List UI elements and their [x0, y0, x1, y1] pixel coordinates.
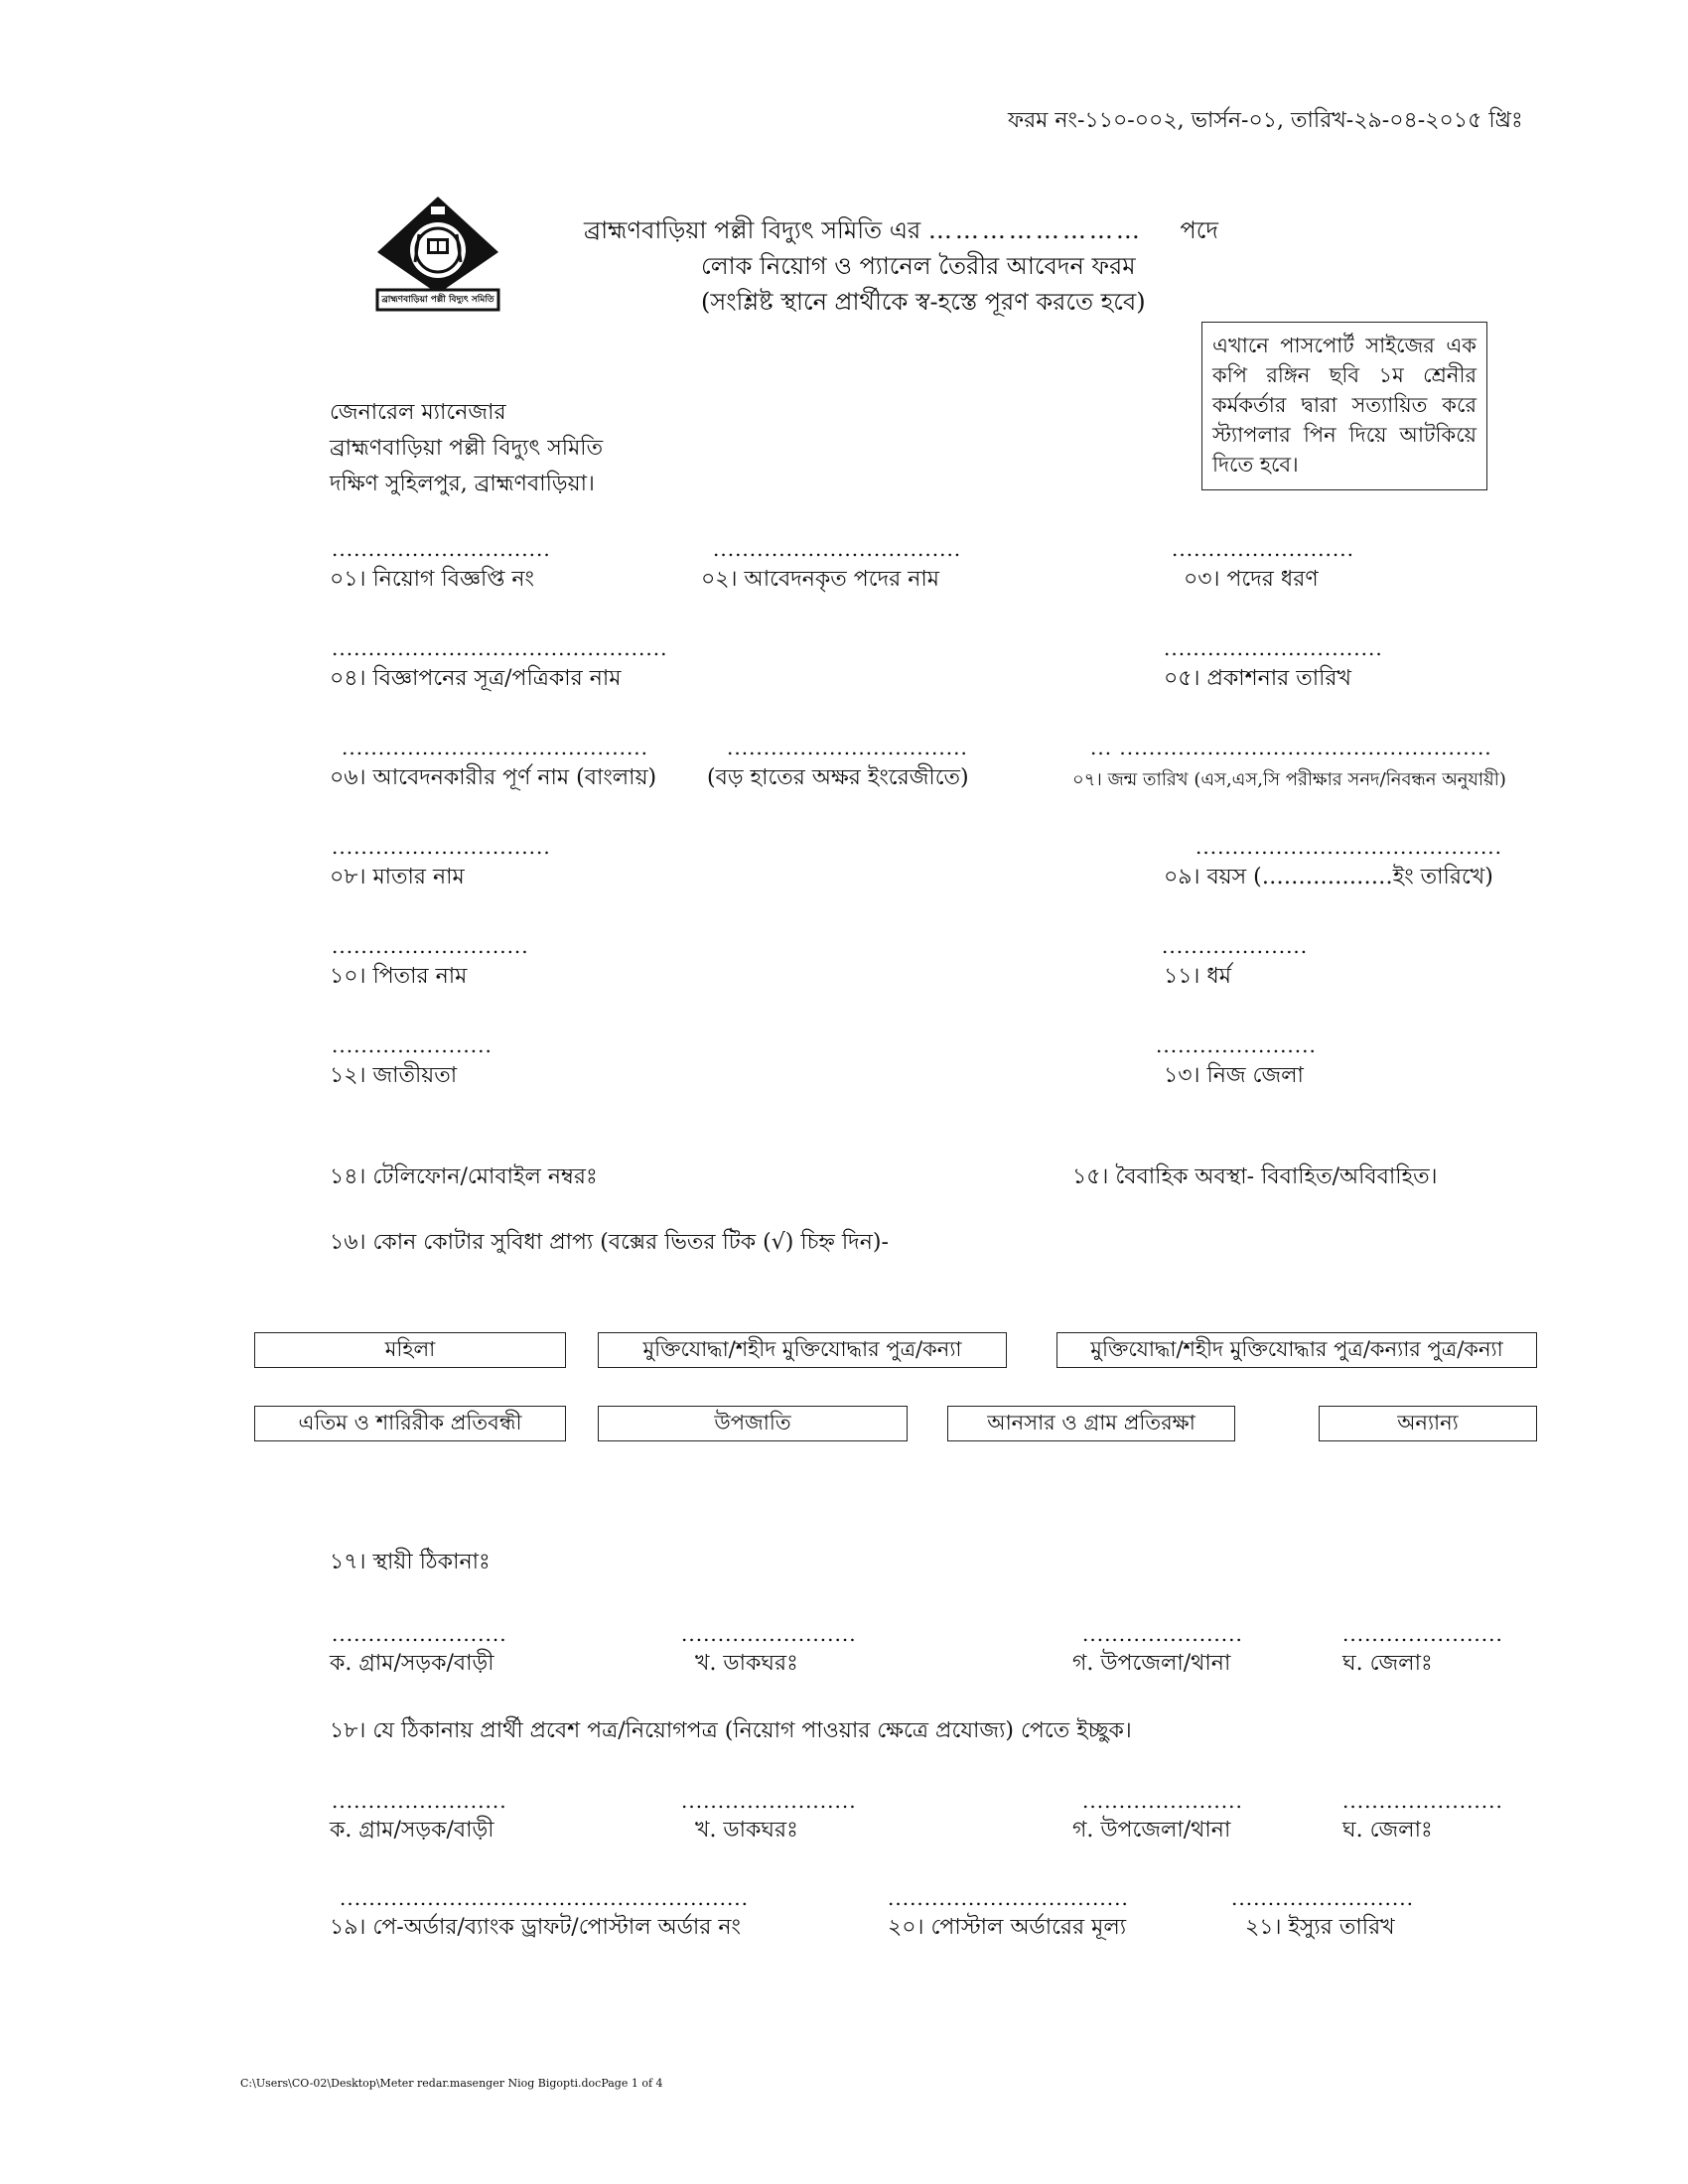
- field-06b-blank[interactable]: .................................: [727, 736, 968, 759]
- field-07-label: ০৭। জন্ম তারিখ (এস,এস,সি পরীক্ষার সনদ/নিবন্ধন অনুযায়ী): [1072, 769, 1506, 790]
- field-11-label: ১১। ধর্ম: [1164, 964, 1231, 989]
- perm-village-label: ক. গ্রাম/সড়ক/বাড়ী: [330, 1651, 494, 1676]
- address-line-2: ব্রাহ্মণবাড়িয়া পল্লী বিদ্যুৎ সমিতি: [330, 436, 604, 461]
- address-line-3: দক্ষিণ সুহিলপুর, ব্রাহ্মণবাড়িয়া।: [330, 472, 595, 496]
- field-01-blank[interactable]: ..............................: [332, 537, 551, 561]
- field-09-label: ০৯। বয়স (………………ইং তারিখে): [1164, 865, 1493, 889]
- photo-box: এখানে পাসপোর্ট সাইজের এক কপি রঙ্গিন ছবি ১ম শ্রেনীর কর্মকর্তার দ্বারা সত্যায়িত করে স্ট্যাপলার পিন দিয়ে আটকিয়ে দিতে হবে।: [1201, 322, 1487, 490]
- field-02-blank[interactable]: ..................................: [713, 537, 962, 561]
- field-14-label: ১৪। টেলিফোন/মোবাইল নম্বরঃ: [330, 1164, 598, 1189]
- field-20-blank[interactable]: .................................: [888, 1886, 1129, 1910]
- field-06b-label: (বড় হাতের অক্ষর ইংরেজীতে): [707, 765, 969, 790]
- mail-village-label: ক. গ্রাম/সড়ক/বাড়ী: [330, 1818, 494, 1843]
- field-12-label: ১২। জাতীয়তা: [330, 1063, 458, 1088]
- field-04-label: ০৪। বিজ্ঞাপনের সূত্র/পত্রিকার নাম: [330, 666, 622, 691]
- logo-banner-text: ব্রাহ্মণবাড়িয়া পল্লী বিদ্যুৎ সমিতি: [381, 295, 494, 305]
- field-20-label: ২০। পোস্টাল অর্ডারের মূল্য: [888, 1915, 1127, 1940]
- perm-upazila-blank[interactable]: ......................: [1082, 1622, 1243, 1646]
- quota-box-ansar[interactable]: আনসার ও গ্রাম প্রতিরক্ষা: [947, 1406, 1235, 1441]
- header-post-dots: ……………………: [927, 216, 1143, 244]
- field-10-label: ১০। পিতার নাম: [330, 964, 468, 989]
- field-06-blank[interactable]: ..........................................: [342, 736, 649, 759]
- samity-logo: [375, 195, 500, 312]
- field-12-blank[interactable]: ......................: [332, 1033, 492, 1057]
- mail-upazila-label: গ. উপজেলা/থানা: [1072, 1818, 1231, 1843]
- field-08-label: ০৮। মাতার নাম: [330, 865, 465, 889]
- field-05-blank[interactable]: ..............................: [1164, 636, 1383, 660]
- quota-box-women[interactable]: মহিলা: [254, 1332, 566, 1368]
- field-08-blank[interactable]: ..............................: [332, 835, 551, 859]
- perm-postoffice-label: খ. ডাকঘরঃ: [695, 1651, 798, 1676]
- field-21-label: ২১। ইস্যুর তারিখ: [1245, 1915, 1395, 1940]
- mail-village-blank[interactable]: ........................: [332, 1789, 507, 1813]
- field-13-label: ১৩। নিজ জেলা: [1164, 1063, 1304, 1088]
- field-11-blank[interactable]: ....................: [1162, 934, 1309, 958]
- quota-box-freedom-fighter-grandchild[interactable]: মুক্তিযোদ্ধা/শহীদ মুক্তিযোদ্ধার পুত্র/কন্যার পুত্র/কন্যা: [1056, 1332, 1537, 1368]
- perm-village-blank[interactable]: ........................: [332, 1622, 507, 1646]
- form-title: লোক নিয়োগ ও প্যানেল তৈরীর আবেদন ফরম: [701, 252, 1136, 280]
- mail-upazila-blank[interactable]: ......................: [1082, 1789, 1243, 1813]
- header-line-1: [584, 214, 1218, 246]
- field-16-label: ১৬। কোন কোটার সুবিধা প্রাপ্য (বক্সের ভিতর টিক (√) চিহ্ন দিন)-: [330, 1230, 889, 1255]
- quota-box-orphan-disabled[interactable]: এতিম ও শারিরীক প্রতিবন্ধী: [254, 1406, 566, 1441]
- perm-upazila-label: গ. উপজেলা/থানা: [1072, 1651, 1231, 1676]
- header-line-1-suffix: পদে: [1180, 216, 1219, 244]
- mail-postoffice-label: খ. ডাকঘরঃ: [695, 1818, 798, 1843]
- field-15-label: ১৫। বৈবাহিক অবস্থা- বিবাহিত/অবিবাহিত।: [1072, 1164, 1438, 1189]
- field-09-blank[interactable]: ..........................................: [1196, 835, 1503, 859]
- field-05-label: ০৫। প্রকাশনার তারিখ: [1164, 666, 1351, 691]
- field-07-blank[interactable]: ... ...................................................: [1090, 736, 1492, 759]
- field-13-blank[interactable]: ......................: [1156, 1033, 1317, 1057]
- perm-postoffice-blank[interactable]: ........................: [681, 1622, 857, 1646]
- perm-district-label: ঘ. জেলাঃ: [1342, 1651, 1433, 1676]
- field-04-blank[interactable]: ..............................................: [332, 636, 668, 660]
- field-03-blank[interactable]: .........................: [1172, 537, 1354, 561]
- address-line-1: জেনারেল ম্যানেজার: [330, 400, 506, 425]
- form-instruction: (সংশ্লিষ্ট স্থানে প্রার্থীকে স্ব-হস্তে পূরণ করতে হবে): [701, 288, 1146, 316]
- quota-box-freedom-fighter-child[interactable]: মুক্তিযোদ্ধা/শহীদ মুক্তিযোদ্ধার পুত্র/কন্যা: [598, 1332, 1007, 1368]
- form-reference: ফরম নং-১১০-০০২, ভার্সন-০১, তারিখ-২৯-০৪-২০১৫ খ্রিঃ: [1008, 108, 1523, 133]
- field-18-label: ১৮। যে ঠিকানায় প্রার্থী প্রবেশ পত্র/নিয়োগপত্র (নিয়োগ পাওয়ার ক্ষেত্রে প্রযোজ্য) পেতে ইচ্ছুক।: [330, 1718, 1132, 1743]
- field-21-blank[interactable]: .........................: [1231, 1886, 1414, 1910]
- field-19-blank[interactable]: ........................................................: [340, 1886, 750, 1910]
- mail-district-label: ঘ. জেলাঃ: [1342, 1818, 1433, 1843]
- field-02-label: ০২। আবেদনকৃত পদের নাম: [701, 567, 939, 592]
- field-17-label: ১৭। স্থায়ী ঠিকানাঃ: [330, 1550, 491, 1574]
- field-19-label: ১৯। পে-অর্ডার/ব্যাংক ড্রাফট/পোস্টাল অর্ডার নং: [330, 1915, 741, 1940]
- field-10-blank[interactable]: ...........................: [332, 934, 529, 958]
- quota-box-tribal[interactable]: উপজাতি: [598, 1406, 908, 1441]
- mail-postoffice-blank[interactable]: ........................: [681, 1789, 857, 1813]
- perm-district-blank[interactable]: ......................: [1342, 1622, 1503, 1646]
- mail-district-blank[interactable]: ......................: [1342, 1789, 1503, 1813]
- page-footer: C:\Users\CO-02\Desktop\Meter redar.masenger Niog Bigopti.docPage 1 of 4: [240, 2077, 663, 2090]
- field-06-label: ০৬। আবেদনকারীর পূর্ণ নাম (বাংলায়): [330, 765, 657, 790]
- quota-box-others[interactable]: অন্যান্য: [1319, 1406, 1537, 1441]
- field-01-label: ০১। নিয়োগ বিজ্ঞপ্তি নং: [330, 567, 535, 592]
- field-03-label: ০৩। পদের ধরণ: [1184, 567, 1319, 592]
- header-line-1-prefix: ব্রাহ্মণবাড়িয়া পল্লী বিদ্যুৎ সমিতি এর: [584, 216, 921, 244]
